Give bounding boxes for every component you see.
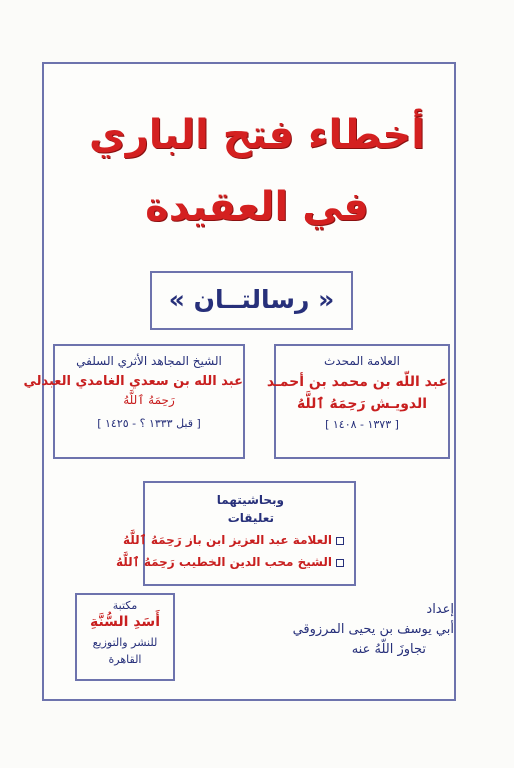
subtitle-box xyxy=(150,271,353,330)
notes-box xyxy=(115,481,356,586)
notes-item-1: العلامة عبد العزيز ابن باز رَحِمَهُ ٱللَّهُ xyxy=(145,533,344,547)
bullet-icon xyxy=(336,537,344,545)
bullet-icon xyxy=(336,559,344,567)
author-right-honorific: العلامة المحدث xyxy=(324,354,400,368)
prepared-by-label: إعداد xyxy=(426,602,454,617)
prepared-by-name: أبي يوسف بن يحيى المرزوقي xyxy=(292,622,454,637)
author-left-honorific: الشيخ المجاهد الأثري السلفي xyxy=(76,354,222,368)
publisher-box xyxy=(75,593,175,681)
publisher-name: أَسَدِ السُّنَّةِ xyxy=(89,614,161,630)
author-left-name: عبد الله بن سعدي الغامدي العبدلي xyxy=(23,374,243,389)
prepared-by-prayer: تجاوزَ اللّهُ عنه xyxy=(351,642,426,657)
publisher-label: مكتبة xyxy=(112,599,138,612)
author-left-dates: [ قبل ١٣٣٣ ؟ - ١٤٢٥ ] xyxy=(97,417,201,430)
subtitle: « رسالتــان » xyxy=(168,285,335,314)
publisher-line: للنشر والتوزيع xyxy=(92,636,158,649)
prepared-by xyxy=(254,600,454,660)
publisher-city: القاهرة xyxy=(108,653,142,666)
author-right-box xyxy=(266,344,450,459)
author-left-mercy: رَحِمَهُ ٱللَّهُ xyxy=(123,393,175,407)
notes-heading: وبحاشيتهما xyxy=(216,493,284,507)
title-line-1: أخطاء فتح الباري xyxy=(89,112,425,158)
notes-item-2: الشيخ محب الدين الخطيب رَحِمَهُ ٱللَّهُ xyxy=(145,555,344,569)
author-right-surname: الدويـش رَحِمَهُ ٱللَّهُ xyxy=(296,396,428,412)
author-right-name: عبد اللّه بن محمد بن أحمـد xyxy=(266,374,448,390)
notes-subheading: تعليقات xyxy=(227,511,274,525)
author-right-dates: [ ١٣٧٣ - ١٤٠٨ ] xyxy=(325,418,399,431)
author-left-box xyxy=(23,344,245,459)
title-line-2: في العقيدة xyxy=(145,184,369,230)
